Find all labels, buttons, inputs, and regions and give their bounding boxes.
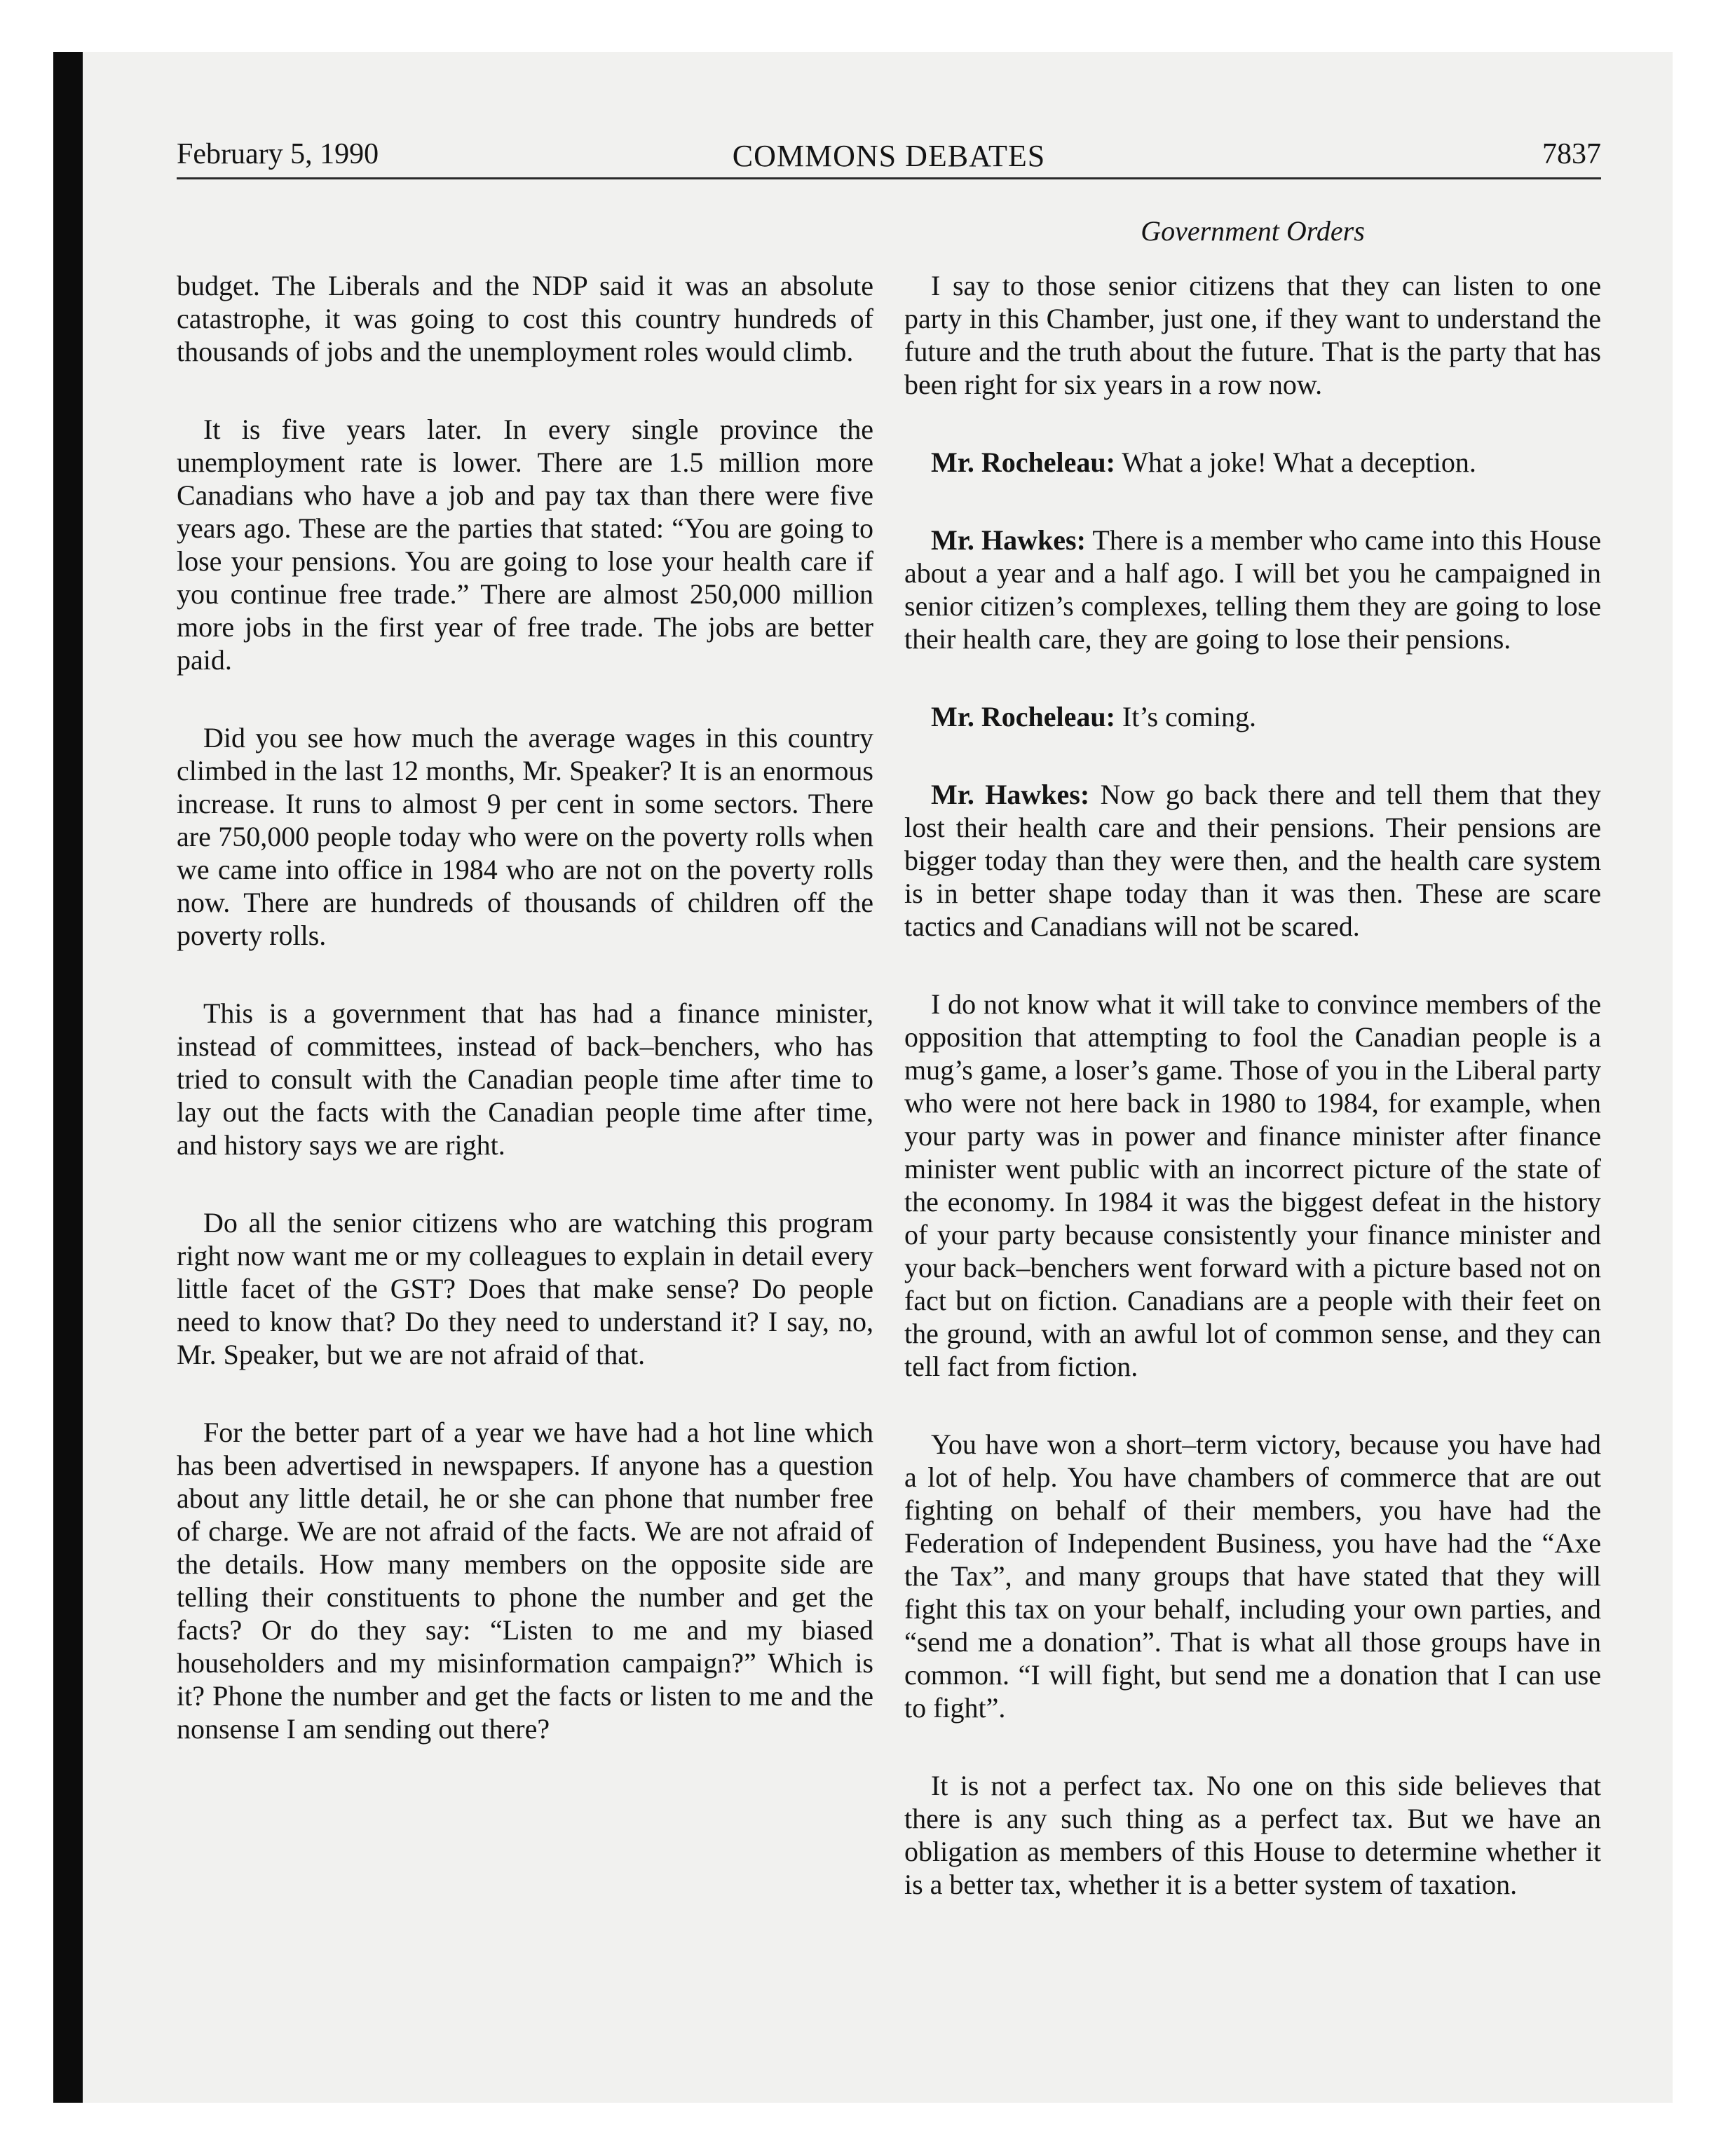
paragraph: Do all the senior citizens who are watching this program right now want me or my colleagues to explain in detail every little facet of the GST? Does that make sense? Do people need to know that? Do they need to understand it? I say, no, Mr. Speaker, but we are not afraid of that. [177, 1207, 873, 1370]
paragraph [904, 988, 1601, 1383]
page-number: 7837 [1542, 138, 1601, 170]
speech-paragraph [904, 524, 1601, 655]
paragraph [904, 1769, 1601, 1901]
speaker-name: Mr. Hawkes: [931, 779, 1090, 810]
paragraph: This is a government that has had a finance minister, instead of committees, instead of back–benchers, who has tried to consult with the Canadian people time after time to lay out the facts with the Canadian people time after time, and history says we are right. [177, 997, 873, 1161]
speaker-name: Mr. Rocheleau: [931, 701, 1115, 732]
paragraph-text: You have won a short–term victory, because you have had a lot of help. You have chambers of commerce that are out fighting on behalf of their members, you have had the Federation of Independent Business, you have had the “Axe the Tax”, and many groups that have stated that they will fight this tax on your behalf, including your own parties, and “send me a donation”. That is what all those groups have in common. “I will fight, but send me a donation that I can use to fight”. [904, 1428, 1601, 1724]
speaker-name: Mr. Hawkes: [931, 524, 1086, 556]
speaker-name: Mr. Rocheleau: [931, 446, 1115, 478]
right-column [904, 269, 1601, 1946]
paragraph: It is five years later. In every single province the unemployment rate is lower. There are 1.5 million more Canadians who have a job and pay tax than there were five years ago. These are the parties that stated: “You are going to lose your pensions. You are going to lose your health care if you continue free trade.” There are almost 250,000 million more jobs in the first year of free trade. The jobs are better paid. [177, 414, 873, 676]
paragraph [904, 269, 1601, 401]
paragraph [904, 1428, 1601, 1724]
paragraph-text: It is not a perfect tax. No one on this side believes that there is any such thing as a perfect tax. But we have an obligation as members of this House to determine whether it is a better tax, whether it is a better system of taxation. [904, 1770, 1601, 1900]
left-column [177, 269, 873, 1790]
section-title: Government Orders [1141, 215, 1365, 247]
header-date: February 5, 1990 [177, 138, 379, 170]
paragraph: Did you see how much the average wages in this country climbed in the last 12 months, Mr. Speaker? It is an enormous increase. It runs to almost 9 per cent in some sectors. There are 750,000 people today who were on the poverty rolls when we came into office in 1984 who are not on the poverty rolls now. There are hundreds of thousands of children off the poverty rolls. [177, 722, 873, 951]
paragraph-text: I do not know what it will take to convince members of the opposition that attempting to fool the Canadian people is a mug’s game, a loser’s game. Those of you in the Liberal party who were not here back in 1980 to 1984, for example, when your party was in power and finance minister after finance minister went public with an incorrect picture of the state of the economy. In 1984 it was the biggest defeat in the history of your party because consistently your finance minister and your back–benchers went forward with a picture based not on fact but on fiction. Canadians are a people with their feet on the ground, with an awful lot of common sense, and they can tell fact from fiction. [904, 988, 1601, 1382]
header-title: COMMONS DEBATES [732, 139, 1046, 173]
paragraph: For the better part of a year we have had a hot line which has been advertised in newspapers. If anyone has a question about any little detail, he or she can phone that number free of charge. We are not afraid of the facts. We are not afraid of the details. How many members on the opposite side are telling their constituents to phone the number and get the facts? Or do they say: “Listen to me and my biased householders and my misinformation campaign?” Which is it? Phone the number and get the facts or listen to me and the nonsense I am sending out there? [177, 1417, 873, 1745]
speech-text: Now go back there and tell them that they lost their health care and their pensions. Their pensions are bigger today than they were then, and the health care system is in better shape today than it was then. These are scare tactics and Canadians will not be scared. [904, 779, 1601, 942]
header-rule [177, 177, 1601, 179]
speech-text: There is a member who came into this House about a year and a half ago. I will bet you he campaigned in senior citizen’s complexes, telling them they are going to lose their health care, they are going to lose their pensions. [904, 524, 1601, 655]
speech-text: It’s coming. [1122, 701, 1257, 732]
speech-paragraph [904, 778, 1601, 943]
scan-edge-shadow [53, 52, 83, 2103]
page-header [177, 135, 1601, 177]
paragraph-text: I say to those senior citizens that they can listen to one party in this Chamber, just one, if they want to understand the future and the truth about the future. That is the party that has been right for six years in a row now. [904, 270, 1601, 400]
speech-paragraph [904, 700, 1601, 733]
speech-paragraph [904, 446, 1601, 479]
speech-text: What a joke! What a deception. [1122, 446, 1476, 478]
paragraph: budget. The Liberals and the NDP said it was an absolute catastrophe, it was going to cost this country hundreds of thousands of jobs and the unemployment roles would climb. [177, 270, 873, 367]
